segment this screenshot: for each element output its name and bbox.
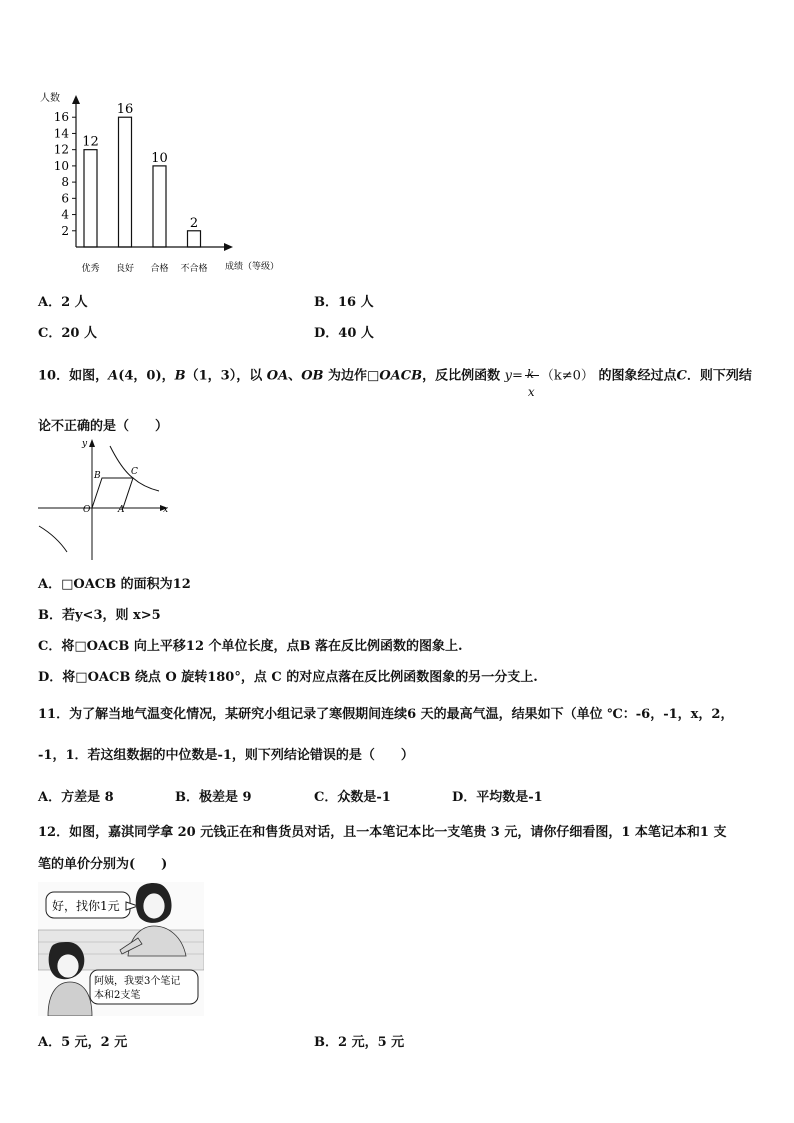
bar-value-label: 16 <box>116 102 134 118</box>
option-letter: C． <box>314 790 338 805</box>
fraction-bar <box>525 375 539 376</box>
q10-number: 10． <box>38 368 70 384</box>
y-axis-arrow <box>72 95 80 104</box>
q10-text-d: 的图象经过点 <box>598 368 677 384</box>
bar-chart <box>30 85 300 280</box>
category-label: 合格 <box>150 264 169 274</box>
option-text: 极差是 9 <box>199 790 252 805</box>
q10-coord-b: （1，3），以 <box>185 368 263 384</box>
option-text: 2 人 <box>61 295 88 310</box>
q10-para: OACB <box>379 368 423 384</box>
bar-value-label: 12 <box>82 134 99 150</box>
option-letter: B． <box>175 790 199 805</box>
category-label: 不合格 <box>180 264 208 274</box>
q10-coordinate-graph <box>35 436 175 564</box>
q10-sep1: ， <box>161 368 175 384</box>
q10-text-c: ，反比例函数 <box>422 368 501 384</box>
q11-option-c[interactable] <box>314 786 391 805</box>
option-letter: B． <box>38 608 62 623</box>
option-letter: A． <box>38 790 62 805</box>
parallelogram-oacb <box>92 478 133 508</box>
q10-stem-line2: 论不正确的是（ ） <box>38 419 169 434</box>
y-tick-label: 6 <box>61 191 69 206</box>
q10-condition: （k≠0） <box>540 368 594 384</box>
bar-1 <box>84 150 97 247</box>
option-letter: B． <box>314 1035 338 1050</box>
hyperbola-branch-2 <box>39 526 67 552</box>
option-letter: C． <box>38 639 62 654</box>
option-letter: D． <box>38 670 63 685</box>
y-axis-label: y <box>82 439 88 449</box>
point-a-label: A <box>118 505 125 515</box>
bubble-bottom-text-line2: 本和2支笔 <box>94 990 141 1001</box>
y-tick-label: 12 <box>53 142 69 157</box>
option-text: 20 人 <box>61 326 97 341</box>
q10-point-c: C <box>676 368 687 384</box>
q12-option-a[interactable] <box>38 1031 127 1050</box>
q12-illustration <box>38 882 204 1016</box>
option-text: 众数是-1 <box>337 790 391 805</box>
q10-option-c[interactable] <box>38 635 463 654</box>
q10-option-b[interactable] <box>38 604 161 623</box>
option-letter: B． <box>314 295 338 310</box>
q9-option-b[interactable] <box>314 291 374 310</box>
q11-stem-line2: -1，1．若这组数据的中位数是-1，则下列结论错误的是（ ） <box>38 748 414 763</box>
option-text: 方差是 8 <box>61 790 114 805</box>
y-tick-label: 8 <box>61 175 69 190</box>
q10-text-b: 为边作□ <box>328 368 380 384</box>
bar-value-label: 2 <box>189 215 199 231</box>
q10-text-a: 如图， <box>69 368 109 384</box>
option-text: 16 人 <box>338 295 374 310</box>
point-b-label: B <box>94 471 101 481</box>
y-tick-label: 10 <box>53 158 69 173</box>
y-axis-arrow <box>89 439 95 447</box>
q11-option-b[interactable] <box>175 786 252 805</box>
q10-stem-line1 <box>38 361 752 399</box>
q11-option-d[interactable] <box>452 786 543 805</box>
q10-point-a: A <box>108 368 119 384</box>
q9-option-a[interactable] <box>38 291 88 310</box>
q10-fraction <box>525 361 539 399</box>
category-label: 优秀 <box>81 264 100 274</box>
q11-stem-line1: 11．为了解当地气温变化情况，某研究小组记录了寒假期间连续6 天的最高气温，结果如下（单位 ℃：-6，-1，x，2， <box>38 707 734 722</box>
y-tick-label: 14 <box>53 126 69 141</box>
bar-3 <box>153 166 166 247</box>
option-text: 5 元，2 元 <box>61 1035 128 1050</box>
fraction-denominator: x <box>527 385 535 399</box>
q12-option-b[interactable] <box>314 1031 404 1050</box>
q9-option-d[interactable] <box>314 322 374 341</box>
origin-label: O <box>83 505 91 515</box>
y-tick-label: 2 <box>61 223 69 238</box>
chart-xlabel: 成绩（等级） <box>225 262 280 272</box>
option-letter: A． <box>38 1035 62 1050</box>
q10-option-a[interactable] <box>38 573 191 592</box>
q10-text-e: ．则下列结 <box>686 368 752 384</box>
option-text: 若y<3，则 x>5 <box>62 608 161 623</box>
bar-4 <box>188 231 201 247</box>
q11-option-a[interactable] <box>38 786 114 805</box>
speech-bubble-bottom <box>90 970 198 1004</box>
option-letter: A． <box>38 295 62 310</box>
x-axis-arrow <box>224 243 233 251</box>
option-letter: D． <box>452 790 477 805</box>
point-c-label: C <box>131 467 138 477</box>
option-letter: D． <box>314 326 339 341</box>
q10-seg1: OA <box>266 368 289 384</box>
q10-point-b: B <box>174 368 186 384</box>
option-text: 40 人 <box>338 326 374 341</box>
q10-coord-a: (4，0) <box>118 368 162 384</box>
bubble-top-text: 好，找你1元 <box>52 899 120 913</box>
q12-stem-line2: 笔的单价分别为( ) <box>38 857 168 872</box>
option-text: 平均数是-1 <box>476 790 543 805</box>
q9-option-c[interactable] <box>38 322 97 341</box>
chart-ylabel: 人数 <box>40 93 60 104</box>
option-text: 2 元，5 元 <box>338 1035 405 1050</box>
q12-stem-line1: 12．如图，嘉淇同学拿 20 元钱正在和售货员对话，且一本笔记本比一支笔贵 3 元，请你仔细看图，1 本笔记本和1 支 <box>38 825 727 840</box>
x-axis-label: x <box>163 505 169 515</box>
q10-func-eq: = <box>511 368 523 384</box>
option-text: □OACB 的面积为12 <box>61 577 191 592</box>
fraction-numerator: k <box>526 367 535 381</box>
q10-func-y: y <box>504 368 512 384</box>
speech-bubble-top <box>46 892 138 918</box>
bubble-bottom-text-line1: 阿姨，我要3个笔记 <box>94 976 181 987</box>
y-tick-label: 16 <box>53 110 69 125</box>
option-text: 将□OACB 向上平移12 个单位长度，点B 落在反比例函数的图象上. <box>61 639 463 654</box>
y-tick-label: 4 <box>61 207 69 222</box>
q10-option-d[interactable] <box>38 666 538 685</box>
option-text: 将□OACB 绕点 O 旋转180°，点 C 的对应点落在反比例函数图象的另一分支上. <box>62 670 538 685</box>
q10-seg2: OB <box>301 368 324 384</box>
option-letter: A． <box>38 577 62 592</box>
q10-sep2: 、 <box>288 368 302 384</box>
category-label: 良好 <box>115 264 135 274</box>
option-letter: C． <box>38 326 62 341</box>
bar-value-label: 10 <box>151 150 168 166</box>
bar-2 <box>119 117 132 247</box>
